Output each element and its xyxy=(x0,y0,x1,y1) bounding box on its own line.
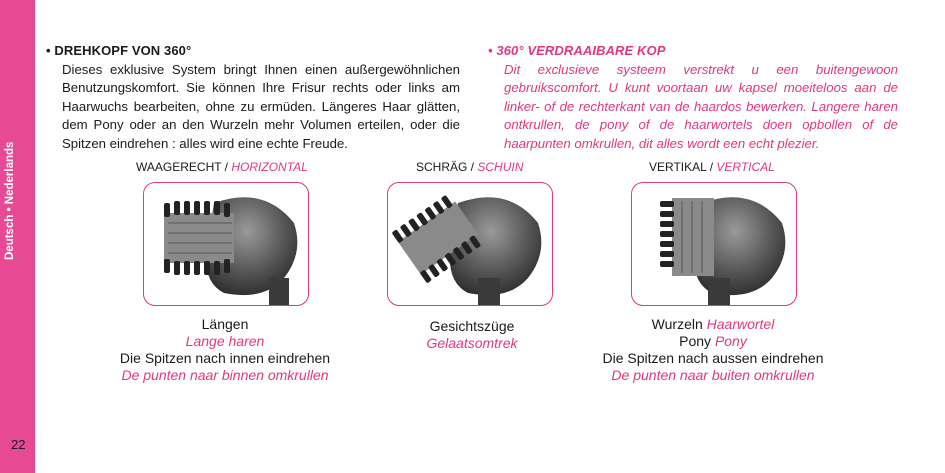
caption-de: Wurzeln xyxy=(651,316,703,332)
caption-nl: Gelaatsomtrek xyxy=(426,335,518,351)
view-label-de: SCHRÄG / xyxy=(416,160,475,174)
german-heading: • DREHKOPF VON 360° xyxy=(46,43,192,58)
photo-frame-horizontal xyxy=(143,182,309,306)
view-label-nl: SCHUIN xyxy=(477,160,524,174)
caption-line xyxy=(585,316,841,333)
caption-nl: Haarwortel xyxy=(706,316,775,332)
caption-de: Die Spitzen nach innen eindrehen xyxy=(119,350,331,366)
caption-line xyxy=(585,367,841,384)
dutch-section xyxy=(488,42,898,153)
language-label-text: Deutsch • Nederlands xyxy=(4,141,16,260)
caption-de: Gesichtszüge xyxy=(429,318,515,334)
photo-frame-vertical xyxy=(631,182,797,306)
dutch-heading: • 360° VERDRAAIBARE KOP xyxy=(488,43,666,58)
dryer-diagonal-attachment-icon xyxy=(388,183,552,305)
caption-nl: Pony xyxy=(714,333,747,349)
dutch-body: Dit exclusieve systeem verstrekt u een buitengewoon gebruikscomfort. U kunt voortaan uw kapsel moeiteloos aan de linker- of de rechterkant van de haardos bewerken. Langere haren ontkrullen, de pony of de haarwortels doen opbollen of de haarpunten omkrullen, dit alles wordt een echt plezier. xyxy=(504,61,898,151)
caption-line xyxy=(367,335,577,352)
caption-line xyxy=(95,367,355,384)
language-sidebar xyxy=(0,0,35,473)
caption-line xyxy=(95,316,355,333)
caption-line xyxy=(585,350,841,367)
caption-line xyxy=(367,318,577,335)
captions-horizontal xyxy=(95,316,355,384)
page-number: 22 xyxy=(11,437,26,452)
caption-de: Die Spitzen nach aussen eindrehen xyxy=(602,350,824,366)
captions-vertical xyxy=(585,316,841,384)
dryer-horizontal-attachment-icon xyxy=(144,183,308,305)
view-label-de: WAAGERECHT / xyxy=(136,160,229,174)
dryer-vertical-attachment-icon xyxy=(632,183,796,305)
view-label-diagonal xyxy=(416,160,523,174)
caption-line xyxy=(95,333,355,350)
caption-de: Pony xyxy=(679,333,712,349)
view-label-vertical xyxy=(649,160,775,174)
caption-nl: De punten naar binnen omkrullen xyxy=(121,367,329,383)
caption-nl: De punten naar buiten omkrullen xyxy=(611,367,815,383)
view-label-nl: HORIZONTAL xyxy=(231,160,308,174)
caption-nl: Lange haren xyxy=(185,333,265,349)
captions-diagonal xyxy=(367,318,577,352)
photo-frame-diagonal xyxy=(387,182,553,306)
german-section xyxy=(46,42,460,153)
view-label-horizontal xyxy=(136,160,308,174)
german-body: Dieses exklusive System bringt Ihnen einen außergewöhnlichen Benutzungskomfort. Sie können Ihre Frisur rechts oder links am Haarwuchs bearbeiten, ohne zu ermüden. Längeres Haar glätten, dem Pony oder an den Wurzeln mehr Volumen erteilen, oder die Spitzen eindrehen : alles wird eine echte Freude. xyxy=(62,61,460,151)
view-label-de: VERTIKAL / xyxy=(649,160,714,174)
caption-de: Längen xyxy=(201,316,249,332)
view-label-nl: VERTICAL xyxy=(716,160,775,174)
caption-line xyxy=(95,350,355,367)
caption-line xyxy=(585,333,841,350)
